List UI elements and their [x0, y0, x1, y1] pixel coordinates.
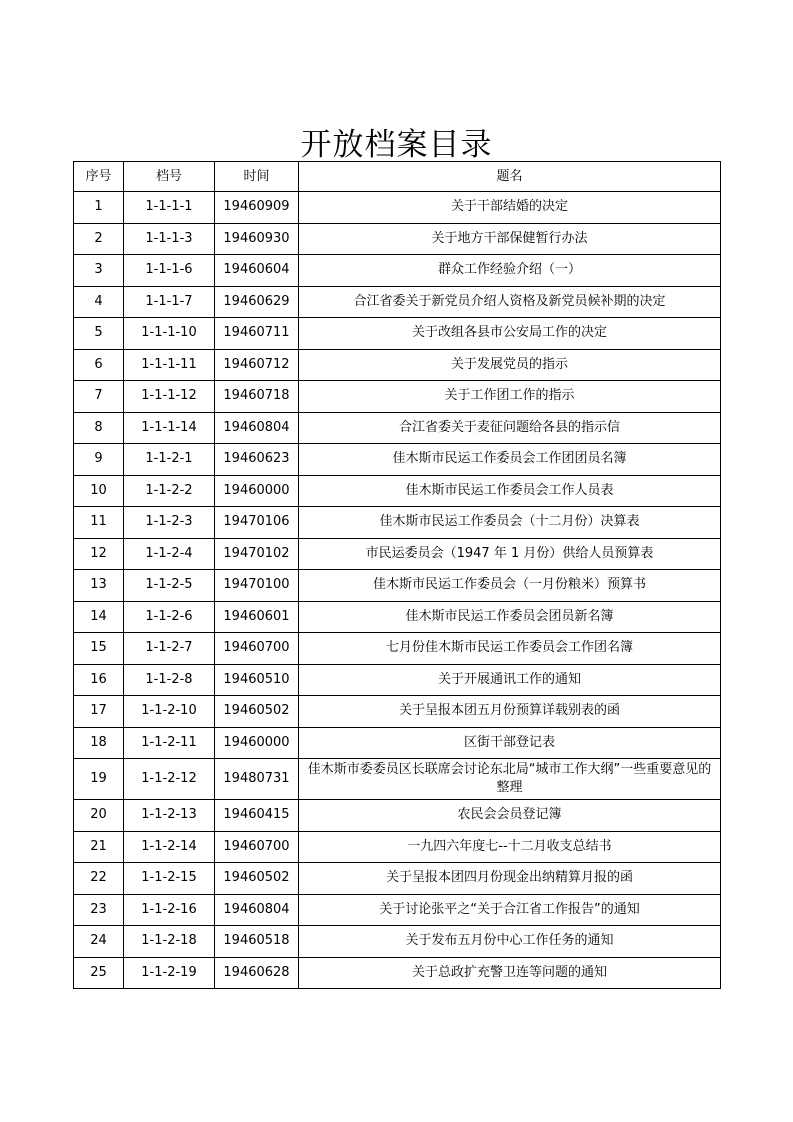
table-row: [74, 223, 721, 255]
cell-code: 1-1-2-15: [124, 863, 215, 895]
cell-date: 19470106: [215, 507, 299, 539]
cell-title: 关于改组各县市公安局工作的决定: [299, 318, 721, 350]
cell-code: 1-1-2-18: [124, 926, 215, 958]
cell-code: 1-1-1-3: [124, 223, 215, 255]
cell-title: 群众工作经验介绍（一）: [299, 255, 721, 287]
table-row: [74, 831, 721, 863]
header-date: 时间: [215, 162, 299, 192]
cell-date: 19460804: [215, 894, 299, 926]
cell-code: 1-1-2-19: [124, 957, 215, 989]
cell-code: 1-1-1-14: [124, 412, 215, 444]
cell-title: 关于呈报本团四月份现金出纳精算月报的函: [299, 863, 721, 895]
cell-title: 合江省委关于麦征问题给各县的指示信: [299, 412, 721, 444]
cell-title: 农民会会员登记簿: [299, 800, 721, 832]
cell-code: 1-1-2-13: [124, 800, 215, 832]
cell-seq: 7: [74, 381, 124, 413]
cell-seq: 17: [74, 696, 124, 728]
cell-code: 1-1-2-5: [124, 570, 215, 602]
cell-date: 19480731: [215, 759, 299, 800]
table-row: [74, 727, 721, 759]
cell-seq: 8: [74, 412, 124, 444]
cell-title: 关于发布五月份中心工作任务的通知: [299, 926, 721, 958]
table-body: [74, 192, 721, 989]
cell-title: 佳木斯市民运工作委员会（十二月份）决算表: [299, 507, 721, 539]
cell-date: 19460000: [215, 475, 299, 507]
table-row: [74, 255, 721, 287]
cell-seq: 11: [74, 507, 124, 539]
cell-seq: 13: [74, 570, 124, 602]
cell-date: 19470100: [215, 570, 299, 602]
cell-date: 19460415: [215, 800, 299, 832]
cell-title: 关于地方干部保健暂行办法: [299, 223, 721, 255]
cell-code: 1-1-2-6: [124, 601, 215, 633]
table-row: [74, 286, 721, 318]
cell-code: 1-1-2-2: [124, 475, 215, 507]
cell-seq: 18: [74, 727, 124, 759]
table-row: [74, 759, 721, 800]
table-row: [74, 412, 721, 444]
cell-date: 19460000: [215, 727, 299, 759]
cell-date: 19460930: [215, 223, 299, 255]
page-title: 开放档案目录: [300, 126, 493, 163]
cell-code: 1-1-2-8: [124, 664, 215, 696]
cell-date: 19460601: [215, 601, 299, 633]
cell-seq: 5: [74, 318, 124, 350]
table-row: [74, 444, 721, 476]
cell-title: 关于干部结婚的决定: [299, 192, 721, 224]
cell-seq: 23: [74, 894, 124, 926]
cell-title: 关于工作团工作的指示: [299, 381, 721, 413]
table-row: [74, 926, 721, 958]
cell-date: 19460711: [215, 318, 299, 350]
table-row: [74, 349, 721, 381]
cell-code: 1-1-2-10: [124, 696, 215, 728]
table-row: [74, 192, 721, 224]
cell-title: 七月份佳木斯市民运工作委员会工作团名簿: [299, 633, 721, 665]
table-row: [74, 601, 721, 633]
cell-title: 佳木斯市民运工作委员会工作团团员名簿: [299, 444, 721, 476]
cell-seq: 25: [74, 957, 124, 989]
cell-date: 19460629: [215, 286, 299, 318]
table-row: [74, 538, 721, 570]
cell-title: 合江省委关于新党员介绍人资格及新党员候补期的决定: [299, 286, 721, 318]
cell-code: 1-1-1-11: [124, 349, 215, 381]
cell-title: 佳木斯市民运工作委员会工作人员表: [299, 475, 721, 507]
cell-code: 1-1-2-14: [124, 831, 215, 863]
cell-seq: 4: [74, 286, 124, 318]
cell-code: 1-1-1-6: [124, 255, 215, 287]
cell-title: 关于总政扩充警卫连等问题的通知: [299, 957, 721, 989]
cell-title: 关于呈报本团五月份预算详载别表的函: [299, 696, 721, 728]
cell-seq: 19: [74, 759, 124, 800]
table-row: [74, 633, 721, 665]
cell-date: 19460510: [215, 664, 299, 696]
cell-date: 19460804: [215, 412, 299, 444]
cell-seq: 20: [74, 800, 124, 832]
cell-code: 1-1-2-1: [124, 444, 215, 476]
cell-title: 关于发展党员的指示: [299, 349, 721, 381]
cell-date: 19460623: [215, 444, 299, 476]
cell-date: 19460518: [215, 926, 299, 958]
cell-seq: 22: [74, 863, 124, 895]
cell-date: 19460712: [215, 349, 299, 381]
cell-seq: 14: [74, 601, 124, 633]
header-title: 题名: [299, 162, 721, 192]
table-row: [74, 894, 721, 926]
table-header-row: [74, 162, 721, 192]
cell-date: 19460628: [215, 957, 299, 989]
cell-code: 1-1-2-7: [124, 633, 215, 665]
table-row: [74, 863, 721, 895]
cell-code: 1-1-2-16: [124, 894, 215, 926]
cell-title: 关于讨论张平之“关于合江省工作报告”的通知: [299, 894, 721, 926]
cell-seq: 21: [74, 831, 124, 863]
cell-seq: 24: [74, 926, 124, 958]
table-row: [74, 696, 721, 728]
table-row: [74, 318, 721, 350]
cell-code: 1-1-1-1: [124, 192, 215, 224]
cell-title: 关于开展通讯工作的通知: [299, 664, 721, 696]
cell-date: 19460700: [215, 633, 299, 665]
cell-date: 19460909: [215, 192, 299, 224]
table-row: [74, 570, 721, 602]
cell-date: 19460718: [215, 381, 299, 413]
cell-seq: 6: [74, 349, 124, 381]
table-row: [74, 475, 721, 507]
cell-code: 1-1-1-7: [124, 286, 215, 318]
cell-seq: 10: [74, 475, 124, 507]
cell-title: 市民运委员会（1947 年 1 月份）供给人员预算表: [299, 538, 721, 570]
cell-seq: 15: [74, 633, 124, 665]
table-row: [74, 507, 721, 539]
cell-title: 区街干部登记表: [299, 727, 721, 759]
table-row: [74, 957, 721, 989]
cell-code: 1-1-1-12: [124, 381, 215, 413]
table-row: [74, 800, 721, 832]
cell-code: 1-1-2-4: [124, 538, 215, 570]
cell-code: 1-1-1-10: [124, 318, 215, 350]
cell-date: 19470102: [215, 538, 299, 570]
cell-date: 19460502: [215, 696, 299, 728]
cell-title: 佳木斯市民运工作委员会（一月份粮米）预算书: [299, 570, 721, 602]
header-code: 档号: [124, 162, 215, 192]
cell-title: 一九四六年度七--十二月收支总结书: [299, 831, 721, 863]
cell-code: 1-1-2-3: [124, 507, 215, 539]
cell-code: 1-1-2-12: [124, 759, 215, 800]
table-row: [74, 664, 721, 696]
cell-date: 19460502: [215, 863, 299, 895]
cell-title: 佳木斯市民运工作委员会团员新名簿: [299, 601, 721, 633]
header-seq: 序号: [74, 162, 124, 192]
cell-date: 19460700: [215, 831, 299, 863]
cell-title: 佳木斯市委委员区长联席会讨论东北局“城市工作大纲”一些重要意见的整理: [299, 759, 721, 800]
cell-seq: 1: [74, 192, 124, 224]
cell-seq: 12: [74, 538, 124, 570]
cell-date: 19460604: [215, 255, 299, 287]
cell-seq: 9: [74, 444, 124, 476]
cell-seq: 2: [74, 223, 124, 255]
archive-catalog-table: [73, 161, 721, 989]
cell-seq: 3: [74, 255, 124, 287]
cell-code: 1-1-2-11: [124, 727, 215, 759]
cell-seq: 16: [74, 664, 124, 696]
table-row: [74, 381, 721, 413]
